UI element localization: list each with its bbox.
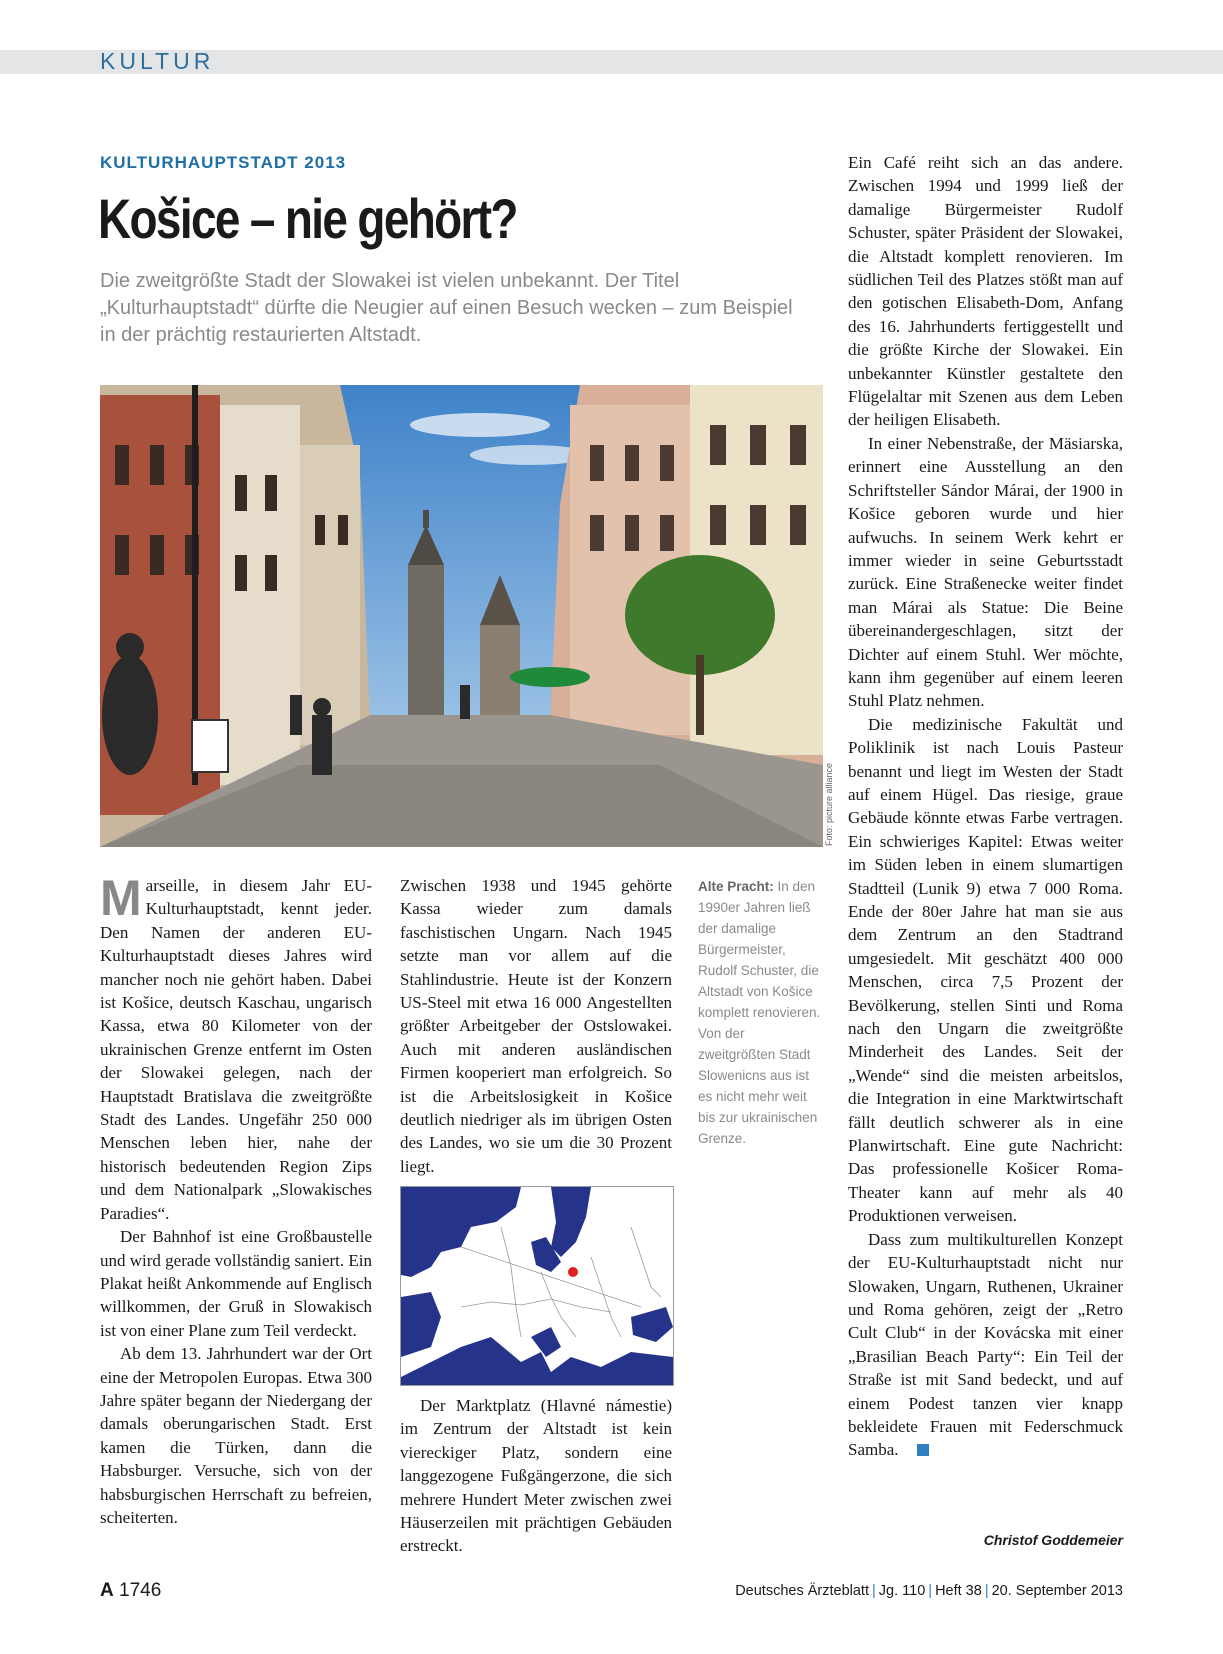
street-photo [100,385,823,847]
paragraph: Die medizinische Fakultät und Poliklinik ist nach Louis Pasteur benannt und liegt im Westen der Stadt auf einem Hügel. Das riesige, graue Gebäude könnte etwas Farbe vertragen. Ein schwieriges Kapitel: Etwas weiter im Süden leben in einem slumartigen Stadtteil (Lunik 9) etwa 7 000 Roma. Ende der 80er Jahre hat man sie aus dem Zentrum an den Stadtrand umgesiedelt. Mit geschätzt 400 000 Menschen, circa 7,5 Prozent der Bevölkerung, stellen Sinti und Roma nach den Ungarn die zweitgrößte Minderheit des Landes. Seit der „Wende“ sind die meisten arbeitslos, die Integration in eine Marktwirtschaft fällt deutlich schwerer als in eine Planwirtschaft. Eine gute Nachricht: Das professionelle Košicer Roma-Theater kann auf mehr als 40 Produktionen verweisen. [848,714,1123,1226]
europe-map [400,1186,674,1386]
journal-volume: Jg. 110 [878,1583,926,1599]
caption-title: Alte Pracht: [698,879,774,894]
paragraph: Ab dem 13. Jahrhundert war der Ort eine der Metropolen Europas. Etwa 300 Jahre später begann der Niedergang der damals oberungarischen Stadt. Erst kamen die Türken, dann die Habsburger. Versuche, sich von der habsburgischen Herrschaft zu befreien, scheiterten. [100,1344,372,1527]
page-number [100,1580,161,1602]
paragraph: Dass zum multikulturellen Konzept der EU-Kulturhauptstadt nicht nur Slowaken, Ungarn, Ruthenen, Ukrainer und Roma gehören, zeigt der „Retro Cult Club“ in der Kovácska mit einer „Brasilian Beach Party“: Ein Teil der Straße ist mit Sand bedeckt, und auf einem Podest tanzen vier knapp bekleidete Frauen mit Federschmuck Samba. [848,1229,1123,1460]
paragraph: In einer Nebenstraße, der Mäsiarska, erinnert eine Ausstellung an den Schriftsteller Sándor Márai, der 1900 in Košice geboren wurde und hier aufwuchs. In seinem Werk kehrt er immer wieder in seine Geburtsstadt zurück. Eine Straßenecke weiter findet man Márai als Statue: Die Beine übereinandergeschlagen, sitzt der Dichter auf einem Stuhl. Wer möchte, kann ihm gegenüber auf einem leeren Stuhl Platz nehmen. [848,433,1123,711]
article-kicker: KULTURHAUPTSTADT 2013 [100,153,347,172]
paragraph: Zwischen 1938 und 1945 gehörte Kassa wieder zum damals faschistischen Ungarn. Nach 1945 setzte man vor allem auf die Stahlindustrie. Heute ist der Konzern US-Steel mit etwa 16 000 Angestellten größter Arbeitgeber der Ostslowakei. Auch mit anderen ausländischen Firmen kooperiert man erfolgreich. So ist die Arbeitslosigkeit in Košice deutlich niedriger als im übrigen Osten des Landes, wo sie um die 30 Prozent liegt. [400,876,672,1176]
end-of-article-mark [917,1444,929,1456]
journal-date: 20. September 2013 [991,1583,1123,1599]
article-title: Košice – nie gehört? [98,187,517,250]
footer-imprint: Deutsches Ärzteblatt | Jg. 110 | Heft 38 | 20. September 2013 [735,1583,1123,1599]
page-prefix: A [100,1580,114,1601]
paragraph: Ein Café reiht sich an das andere. Zwischen 1994 und 1999 ließ der damalige Bürgermeister Rudolf Schuster, später Präsident der Slowakei, die Altstadt komplett renovieren. Im südlichen Teil des Platzes stößt man auf den gotischen Elisabeth-Dom, Anfang des 16. Jahrhunderts fertiggestellt und die größte Kirche der Slowakei. Ein unbekannter Künstler gestaltete den Flügelaltar mit Szenen aus dem Leben der heiligen Elisabeth. [848,153,1123,430]
author-byline: Christof Goddemeier [983,1532,1123,1548]
photo-credit: Foto: picture alliance [824,762,834,846]
paragraph: Der Bahnhof ist eine Großbaustelle und wird gerade vollständig saniert. Ein Plakat heißt Ankommende auf Englisch willkommen, der Gruß in Slowakisch ist von einer Plane zum Teil verdeckt. [100,1227,372,1340]
article-column-2-continued [400,1394,672,1558]
page-number-value: 1746 [119,1580,162,1601]
section-label: KULTUR [100,48,215,74]
paragraph: arseille, in diesem Jahr EU-Kulturhauptstadt, kennt jeder. Den Namen der anderen EU-Kulturhauptstadt dieses Jahres wird mancher noch nie gehört haben. Dabei ist Košice, deutsch Kaschau, ungarisch Kassa, etwa 80 Kilometer von der ukrainischen Grenze entfernt im Osten der Slowakei gelegen, nach der Hauptstadt Bratislava die zweitgrößte Stadt des Landes. Ungefähr 250 000 Menschen leben hier, nahe der historisch bedeutenden Region Zips und dem Nationalpark „Slowakisches Paradies“. [100,876,372,1223]
drop-cap: M [100,870,142,926]
photo-caption [698,876,823,1149]
article-column-2 [400,874,672,1178]
paragraph: Der Marktplatz (Hlavné námestie) im Zentrum der Altstadt ist kein viereckiger Platz, sondern eine langgezogene Fußgängerzone, die sich mehrere Hundert Meter zwischen zwei Häuserzeilen mit prächtigen Gebäuden erstreckt. [400,1396,672,1556]
article-column-1 [100,870,372,1529]
kosice-marker [568,1267,578,1277]
journal-name: Deutsches Ärzteblatt [735,1583,869,1599]
article-column-4 [848,151,1123,1462]
article-lead: Die zweitgrößte Stadt der Slowakei ist vielen unbekannt. Der Titel „Kulturhauptstadt“ dürfte die Neugier auf einen Besuch wecken – zum Beispiel in der prächtig restaurierten Altstadt. [100,270,793,346]
caption-text: In den 1990er Jahren ließ der damalige Bürgermeister, Rudolf Schuster, die Altstadt von Košice komplett renovieren. Von der zweitgrößten Stadt Slowenicns aus ist es nicht mehr weit bis zur ukrainischen Grenze. [698,879,821,1146]
journal-issue: Heft 38 [935,1583,982,1599]
